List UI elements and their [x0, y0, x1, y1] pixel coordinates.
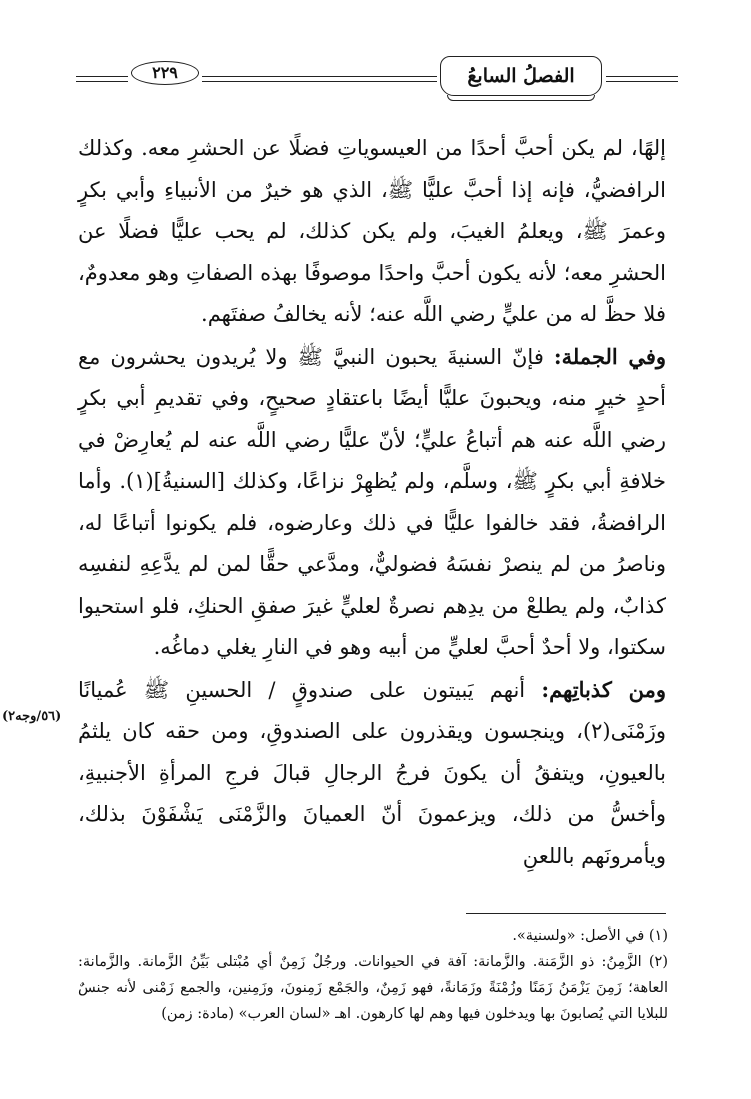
header-rule-left	[76, 76, 128, 82]
footnote-separator	[466, 913, 666, 914]
paragraph-1: إلهًا، لم يكن أحبَّ أحدًا من العيسوياتِ فضلًا عن الحشرِ معه. وكذلك الرافضيُّ، فإنه إذا أحبَّ عليًّا ﷺ، الذي هو خيرٌ من الأنبياءِ وأبي بكرٍ وعمرَ ﷺ، ويعلمُ الغيبَ، ولم يكن كذلك، لم يحب عليًّا فضلًا عن الحشرِ معه؛ لأنه يكون أحبَّ واحدًا موصوفًا بهذه الصفاتِ وهو معدومٌ، فلا حظَّ له من عليٍّ رضي اللَّه عنه؛ لأنه يخالفُ صفتَهم.	[78, 136, 666, 326]
paragraph-2-lead: وفي الجملة:	[553, 343, 667, 369]
footnote-1: (١) في الأصل: «ولسنية».	[512, 928, 668, 944]
paragraph-3-lead: ومن كذباتِهم:	[541, 676, 667, 702]
paragraph-3-text: أنهم يَبيتون على صندوقٍ / الحسينِ ﷺ عُميانًا وزَمْنَى(٢)، وينجسون ويقذرون على الصندوقِ، ومن حقه كان يلثمُ بالعيونِ، ويتفقُ أن يكونَ فرجُ الرجالِ قبالَ فرجِ المرأةِ الأجنبيةِ، وأخسُّ من ذلك، ويزعمونَ أنّ العميانَ والزَّمْنَى يَشْفَوْنَ بذلك، ويأمرونَهم باللعنِ	[78, 677, 666, 868]
footnote-2: (٢) الزَّمِنُ: ذو الزَّمَنة. والزَّمانة: آفة في الحيوانات. ورجُلٌ زَمِنٌ أي مُبْتلى بَيِّنُ الزَّمانة. والزَّمانة: العاهة؛ زَمِنَ يَزْمَنُ زَمَنًا وزُمْنَةً وزَمَانةً، فهو زَمِنٌ، والجَمْع زَمِنونَ، وزَمِنين، والجمع زَمْنى لأنه جنسٌ للبلايا التي يُصابونَ بها ويدخلون فيها وهم لها كارهون. اهـ «لسان العرب» (مادة: زمن)	[78, 954, 668, 1022]
header-rule-middle	[202, 76, 437, 82]
manuscript-folio-reference: (٥٦/وجه٢)	[2, 709, 62, 724]
header-rule-right	[606, 76, 678, 82]
footnotes	[78, 923, 668, 1027]
paragraph-2	[78, 336, 666, 669]
paragraph-3	[78, 669, 666, 878]
chapter-title: الفصلُ السابعُ	[440, 56, 602, 96]
page-header	[0, 56, 751, 116]
page-number: ٢٢٩	[131, 61, 199, 85]
main-text	[78, 128, 666, 877]
paragraph-2-text: فإنّ السنيةَ يحبون النبيَّ ﷺ ولا يُريدون يحشرون مع أحدٍ خيرٍ منه، ويحبونَ عليًّا أيضًا باعتقادٍ صحيحٍ، وفي تقديمِ أبي بكرٍ رضي اللَّه عنه هم أتباعُ عليٍّ؛ لأنّ عليًّا رضي اللَّه عنه لم يُعارِضْ في خلافةِ أبي بكرٍ ﷺ، وسلَّم، ولم يُظهِرْ نزاعًا، وكذلك [السنيةُ](١). وأما الرافضةُ، فقد خالفوا عليًّا في ذلك وعارضوه، فلم يكونوا أتباعًا له، وناصرُ من لم ينصرْ نفسَهُ فضوليٌّ، ومدَّعي حقًّا لمن لم يدَّعِهِ لنفسِه كذابٌ، ولم يطلعْ من يدِهم نصرةٌ لعليٍّ غيرَ صفقِ الحنكِ، فلو استحيوا سكتوا، ولا أحدٌ أحبَّ لعليٍّ من أبيه وهو في النارِ يغلي دماغُه.	[78, 344, 667, 659]
